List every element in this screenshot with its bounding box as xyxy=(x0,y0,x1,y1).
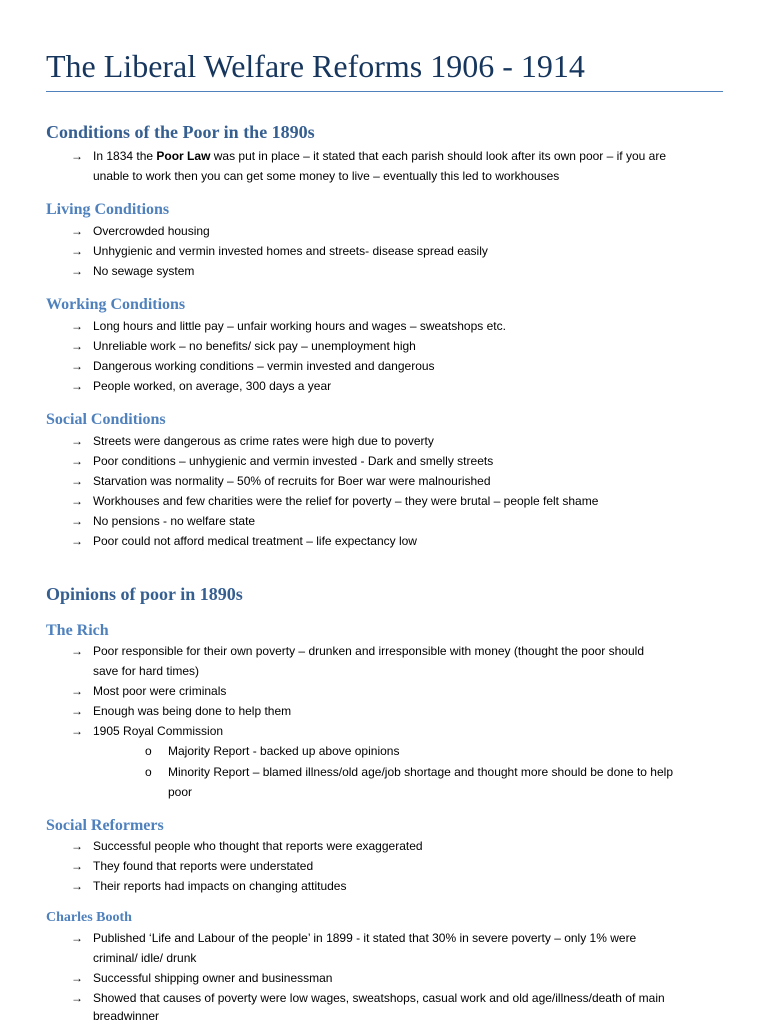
working-item: Unreliable work – no benefits/ sick pay – unemployment high xyxy=(93,339,416,353)
circle-bullet-icon: o xyxy=(145,765,152,779)
living-item: No sewage system xyxy=(93,264,195,278)
social-item: Poor conditions – unhygienic and vermin invested - Dark and smelly streets xyxy=(93,454,494,468)
arrow-bullet-icon: → xyxy=(71,879,83,893)
arrow-bullet-icon: → xyxy=(71,434,83,448)
booth-item: Showed that causes of poverty were low wages, sweatshops, casual work and old age/illness/death of main xyxy=(93,991,665,1005)
arrow-bullet-icon: → xyxy=(71,379,83,393)
working-item: Dangerous working conditions – vermin invested and dangerous xyxy=(93,359,435,373)
booth-item-continued: breadwinner xyxy=(93,1009,160,1023)
rich-sub-item: Minority Report – blamed illness/old age/job shortage and thought more should be done to help xyxy=(168,765,673,779)
social-item: No pensions - no welfare state xyxy=(93,514,256,528)
heading-the-rich: The Rich xyxy=(46,622,109,639)
rich-item: 1905 Royal Commission xyxy=(93,724,224,738)
working-item: Long hours and little pay – unfair working hours and wages – sweatshops etc. xyxy=(93,319,506,333)
arrow-bullet-icon: → xyxy=(71,224,83,238)
arrow-bullet-icon: → xyxy=(71,494,83,508)
living-item: Overcrowded housing xyxy=(93,224,210,238)
reformers-item: Successful people who thought that reports were exaggerated xyxy=(93,839,423,853)
rich-item: Enough was being done to help them xyxy=(93,704,292,718)
arrow-bullet-icon: → xyxy=(71,454,83,468)
bullet-poor-law xyxy=(93,148,666,164)
rich-sub-item: Majority Report - backed up above opinions xyxy=(168,744,400,758)
social-item: Starvation was normality – 50% of recruits for Boer war were malnourished xyxy=(93,474,491,488)
rich-sub-item-continued: poor xyxy=(168,785,193,799)
working-item: People worked, on average, 300 days a year xyxy=(93,379,332,393)
poor-law-text: was put in place – it stated that each parish should look after its own poor – if you are xyxy=(210,149,667,163)
arrow-bullet-icon: → xyxy=(71,971,83,985)
arrow-bullet-icon: → xyxy=(71,264,83,278)
poor-law-term: Poor Law xyxy=(156,149,211,163)
rich-item-continued: save for hard times) xyxy=(93,664,200,678)
arrow-bullet-icon: → xyxy=(71,991,83,1005)
arrow-bullet-icon: → xyxy=(71,644,83,658)
reformers-item: They found that reports were understated xyxy=(93,859,314,873)
rich-item: Poor responsible for their own poverty – drunken and irresponsible with money (thought the poor should xyxy=(93,644,644,658)
booth-item-continued: criminal/ idle/ drunk xyxy=(93,951,197,965)
heading-social-conditions: Social Conditions xyxy=(46,411,166,428)
document-title: The Liberal Welfare Reforms 1906 - 1914 xyxy=(46,48,585,84)
arrow-bullet-icon: → xyxy=(71,319,83,333)
circle-bullet-icon: o xyxy=(145,744,152,758)
social-item: Poor could not afford medical treatment – life expectancy low xyxy=(93,534,417,548)
heading-working-conditions: Working Conditions xyxy=(46,296,186,313)
arrow-bullet-icon: → xyxy=(71,149,83,163)
arrow-bullet-icon: → xyxy=(71,359,83,373)
arrow-bullet-icon: → xyxy=(71,474,83,488)
heading-living-conditions: Living Conditions xyxy=(46,201,170,218)
arrow-bullet-icon: → xyxy=(71,514,83,528)
heading-social-reformers: Social Reformers xyxy=(46,817,164,834)
rich-item: Most poor were criminals xyxy=(93,684,227,698)
heading-opinions-of-poor: Opinions of poor in 1890s xyxy=(46,584,243,604)
arrow-bullet-icon: → xyxy=(71,839,83,853)
bullet-poor-law-continued: unable to work then you can get some money to live – eventually this led to workhouses xyxy=(93,169,560,183)
arrow-bullet-icon: → xyxy=(71,724,83,738)
reformers-item: Their reports had impacts on changing attitudes xyxy=(93,879,347,893)
arrow-bullet-icon: → xyxy=(71,704,83,718)
heading-conditions-of-poor: Conditions of the Poor in the 1890s xyxy=(46,122,315,142)
living-item: Unhygienic and vermin invested homes and streets- disease spread easily xyxy=(93,244,488,258)
booth-item: Published ‘Life and Labour of the people’ in 1899 - it stated that 30% in severe poverty – only 1% were xyxy=(93,931,637,945)
poor-law-intro: In 1834 the xyxy=(93,149,157,163)
arrow-bullet-icon: → xyxy=(71,534,83,548)
booth-item: Successful shipping owner and businessman xyxy=(93,971,333,985)
arrow-bullet-icon: → xyxy=(71,684,83,698)
arrow-bullet-icon: → xyxy=(71,244,83,258)
arrow-bullet-icon: → xyxy=(71,931,83,945)
social-item: Workhouses and few charities were the relief for poverty – they were brutal – people felt shame xyxy=(93,494,599,508)
heading-charles-booth: Charles Booth xyxy=(46,910,132,925)
title-underline xyxy=(46,91,723,92)
social-item: Streets were dangerous as crime rates were high due to poverty xyxy=(93,434,434,448)
arrow-bullet-icon: → xyxy=(71,339,83,353)
arrow-bullet-icon: → xyxy=(71,859,83,873)
